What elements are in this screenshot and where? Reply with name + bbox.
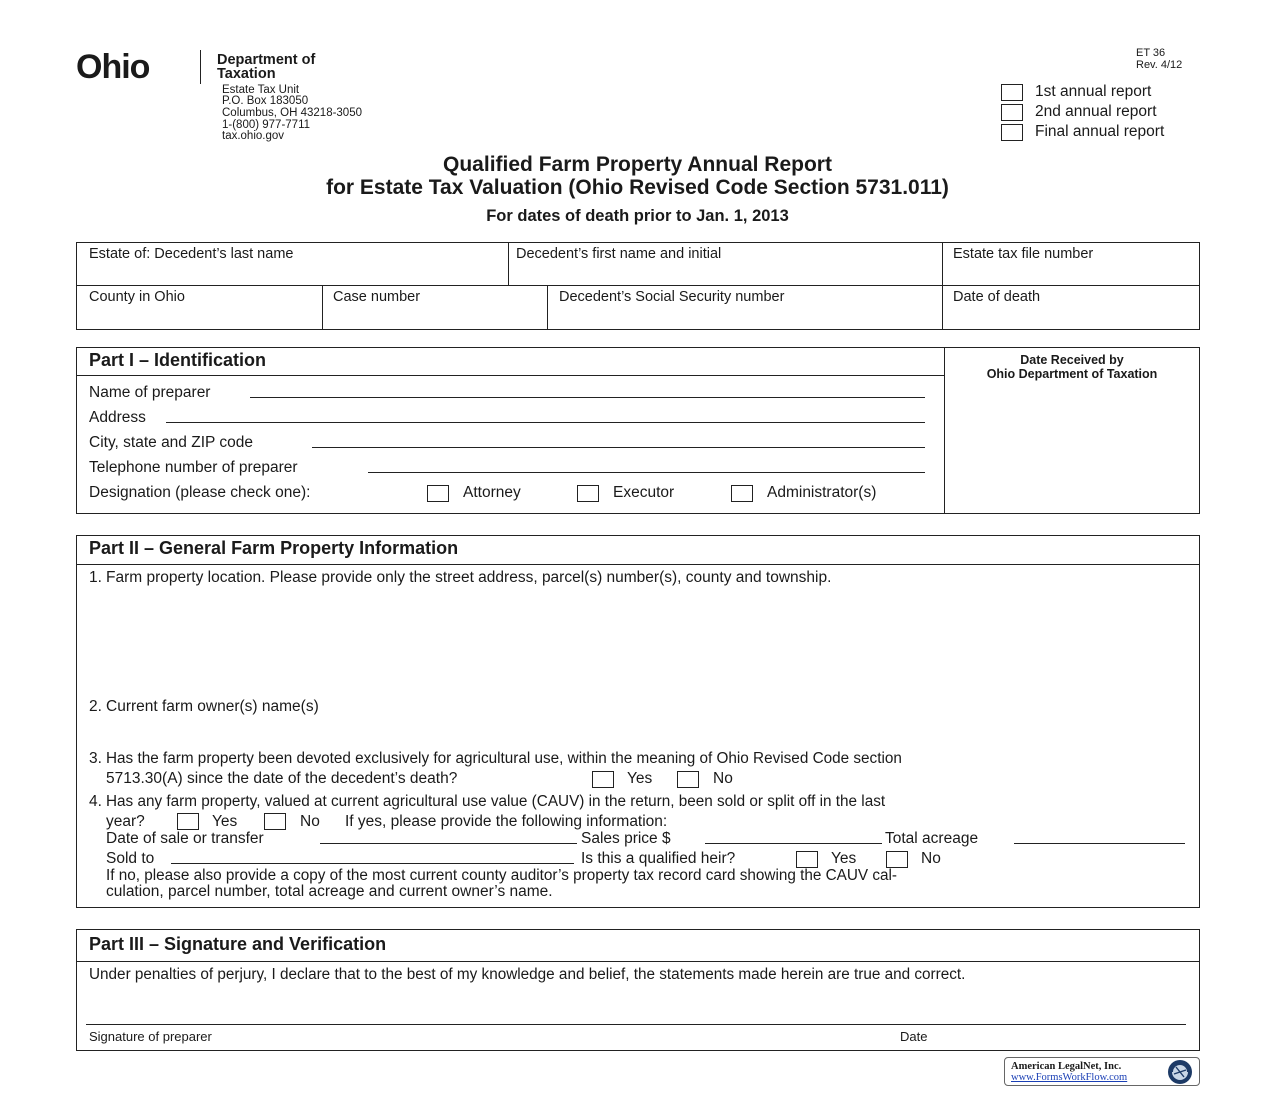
q4-no-checkbox[interactable]: [264, 813, 286, 830]
executor-checkbox[interactable]: [577, 485, 599, 502]
part1-header-rule: [76, 375, 944, 376]
grid-col-divider: [322, 285, 323, 330]
final-annual-report-checkbox[interactable]: [1001, 124, 1023, 141]
signature-label: Signature of preparer: [89, 1029, 212, 1044]
company-url[interactable]: www.FormsWorkFlow.com: [1011, 1072, 1128, 1083]
date-of-sale-label: Date of sale or transfer: [106, 830, 264, 847]
attorney-checkbox[interactable]: [427, 485, 449, 502]
city-state-zip-label: City, state and ZIP code: [89, 434, 253, 451]
logo-divider: [200, 50, 201, 84]
part2-title: Part II – General Farm Property Information: [89, 538, 459, 558]
ohio-logo: Ohio: [76, 48, 150, 86]
grid-row-divider: [76, 285, 1200, 286]
q3-yes-label: Yes: [627, 770, 653, 787]
total-acreage-input[interactable]: [1014, 843, 1185, 844]
form-revision: Rev. 4/12: [1136, 59, 1183, 71]
sales-price-input[interactable]: [705, 843, 882, 844]
q3-agricultural-use-line2: 5713.30(A) since the date of the decedent’s death?: [106, 770, 458, 787]
county-field[interactable]: County in Ohio: [89, 289, 185, 305]
form-title: Qualified Farm Property Annual Report: [443, 153, 832, 176]
q4-number: 4.: [89, 793, 102, 810]
sold-to-input[interactable]: [171, 863, 574, 864]
date-of-death-field[interactable]: Date of death: [953, 289, 1041, 305]
final-annual-report-label: Final annual report: [1035, 123, 1165, 140]
department-line1: Department of: [217, 52, 316, 68]
qualified-heir-yes-label: Yes: [831, 850, 857, 867]
perjury-declaration: Under penalties of perjury, I declare that to the best of my knowledge and belief, the statements made herein are true and correct.: [89, 966, 966, 983]
q3-yes-checkbox[interactable]: [592, 771, 614, 788]
part1-title: Part I – Identification: [89, 350, 267, 370]
telephone-input[interactable]: [368, 472, 925, 473]
part2-header-rule: [76, 564, 1200, 565]
form-title-line2: for Estate Tax Valuation (Ohio Revised Code Section 5731.011): [326, 176, 949, 199]
preparer-name-label: Name of preparer: [89, 384, 211, 401]
ssn-field[interactable]: Decedent’s Social Security number: [559, 289, 785, 305]
administrator-checkbox[interactable]: [731, 485, 753, 502]
q3-agricultural-use: Has the farm property been devoted exclusively for agricultural use, within the meaning of Ohio Revised Code section: [106, 750, 902, 767]
q2-current-owner: Current farm owner(s) name(s): [106, 698, 319, 715]
company-name: American LegalNet, Inc.: [1011, 1061, 1122, 1072]
part3-title: Part III – Signature and Verification: [89, 934, 387, 954]
second-annual-report-label: 2nd annual report: [1035, 103, 1157, 120]
address-line: tax.ohio.gov: [222, 130, 285, 142]
address-line: P.O. Box 183050: [222, 95, 309, 107]
if-no-instruction: If no, please also provide a copy of the most current county auditor’s property tax record card showing the CAUV cal-: [106, 867, 898, 884]
executor-label: Executor: [613, 484, 675, 501]
preparer-name-input[interactable]: [250, 397, 925, 398]
date-label: Date: [900, 1029, 928, 1044]
address-line: Estate Tax Unit: [222, 84, 300, 96]
part1-divider: [944, 347, 945, 514]
designation-label: Designation (please check one):: [89, 484, 311, 501]
decedent-first-name-field[interactable]: Decedent’s first name and initial: [516, 246, 722, 262]
q4-year-label: year?: [106, 813, 145, 830]
address-input[interactable]: [166, 422, 925, 423]
q3-number: 3.: [89, 750, 102, 767]
qualified-heir-label: Is this a qualified heir?: [581, 850, 736, 867]
grid-col-divider: [508, 242, 509, 286]
signature-input[interactable]: [86, 1024, 1186, 1025]
part3-header-rule: [76, 961, 1200, 962]
first-annual-report-checkbox[interactable]: [1001, 84, 1023, 101]
grid-col-divider: [547, 285, 548, 330]
date-received-label: Date Received by Ohio Department of Taxation: [986, 353, 1158, 381]
q3-no-label: No: [713, 770, 733, 787]
q4-yes-label: Yes: [212, 813, 238, 830]
sales-price-label: Sales price $: [581, 830, 671, 847]
decedent-last-name-field[interactable]: Estate of: Decedent’s last name: [89, 246, 294, 262]
estate-tax-file-number-field[interactable]: Estate tax file number: [953, 246, 1094, 262]
if-no-instruction-line2: culation, parcel number, total acreage and current owner’s name.: [106, 883, 553, 900]
q1-farm-location: Farm property location. Please provide only the street address, parcel(s) number(s), county and township.: [106, 569, 832, 586]
form-subtitle: For dates of death prior to Jan. 1, 2013: [486, 207, 789, 225]
administrator-label: Administrator(s): [767, 484, 877, 501]
address-line: Columbus, OH 43218-3050: [222, 107, 362, 119]
q3-no-checkbox[interactable]: [677, 771, 699, 788]
q4-if-yes-label: If yes, please provide the following information:: [345, 813, 668, 830]
q4-sold-or-split: Has any farm property, valued at current agricultural use value (CAUV) in the return, been sold or split off in the last: [106, 793, 886, 810]
address-line: 1-(800) 977-7711: [222, 119, 311, 131]
total-acreage-label: Total acreage: [885, 830, 979, 847]
qualified-heir-no-checkbox[interactable]: [886, 851, 908, 868]
q4-no-label: No: [300, 813, 320, 830]
q1-number: 1.: [89, 569, 102, 586]
date-of-sale-input[interactable]: [320, 843, 577, 844]
attorney-label: Attorney: [463, 484, 521, 501]
department-line2: Taxation: [217, 66, 276, 82]
globe-icon: [1167, 1059, 1193, 1085]
grid-col-divider: [942, 242, 943, 330]
sold-to-label: Sold to: [106, 850, 155, 867]
second-annual-report-checkbox[interactable]: [1001, 104, 1023, 121]
telephone-label: Telephone number of preparer: [89, 459, 298, 476]
farm-location-input-area[interactable]: [88, 592, 1188, 692]
first-annual-report-label: 1st annual report: [1035, 83, 1152, 100]
q2-number: 2.: [89, 698, 102, 715]
qualified-heir-no-label: No: [921, 850, 941, 867]
form-id: ET 36: [1136, 47, 1166, 59]
city-state-zip-input[interactable]: [312, 447, 925, 448]
address-label: Address: [89, 409, 146, 426]
qualified-heir-yes-checkbox[interactable]: [796, 851, 818, 868]
american-legalnet-badge[interactable]: [1004, 1057, 1200, 1086]
q4-yes-checkbox[interactable]: [177, 813, 199, 830]
case-number-field[interactable]: Case number: [333, 289, 421, 305]
